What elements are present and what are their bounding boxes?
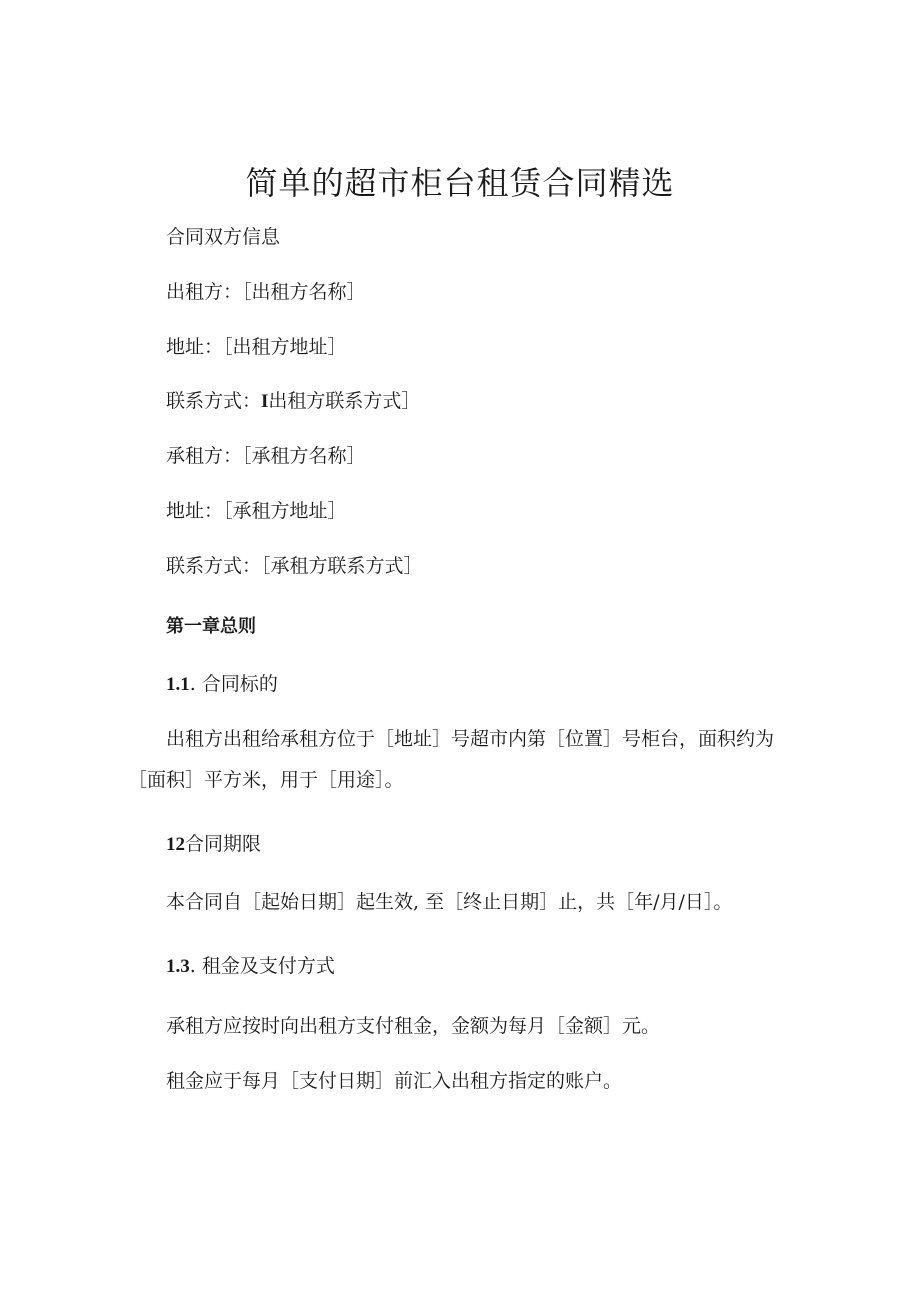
section-1-1-title: . 合同标的	[189, 673, 278, 695]
lessee-address: 地址：［承租方地址］	[166, 500, 347, 522]
section-1-2-number: 12	[166, 834, 185, 855]
parties-heading: 合同双方信息	[166, 226, 281, 248]
lessor-address: 地址：［出租方地址］	[166, 336, 347, 358]
section-1-2-body: 本合同自［起始日期］起生效, 至［终止日期］止，共［年/月/日］。	[166, 891, 733, 913]
lessor-contact-mark: I	[261, 391, 269, 412]
lessee-contact: 联系方式：［承租方联系方式］	[166, 555, 423, 577]
section-1-2-title: 合同期限	[185, 833, 262, 855]
lessee-name: 承租方：［承租方名称］	[166, 445, 366, 467]
section-1-3-number: 1.3	[166, 956, 190, 977]
lessor-contact	[166, 386, 420, 413]
section-1-1-body: 出租方出租给承租方位于［地址］号超市内第［位置］号柜台，面积约为［面积］平方米，用于［用途］。	[128, 728, 775, 791]
lessor-contact-label: 联系方式：	[166, 390, 262, 412]
section-1-1-number: 1.1	[166, 674, 190, 695]
section-1-3-body-2: 租金应于每月［支付日期］前汇入出租方指定的账户。	[166, 1070, 623, 1092]
section-1-1-heading	[166, 669, 278, 696]
document-title: 简单的超市柜台租赁合同精选	[245, 164, 675, 202]
lessor-contact-value: 出租方联系方式］	[268, 390, 421, 412]
lessor-name: 出租方：［出租方名称］	[166, 281, 366, 303]
section-1-3-body-1: 承租方应按时向出租方支付租金，金额为每月［金额］元。	[166, 1015, 661, 1037]
section-1-2-heading	[166, 829, 261, 856]
section-1-3-title: . 租金及支付方式	[189, 955, 335, 977]
chapter-heading: 第一章总则	[166, 616, 256, 637]
section-1-3-heading	[166, 951, 335, 978]
